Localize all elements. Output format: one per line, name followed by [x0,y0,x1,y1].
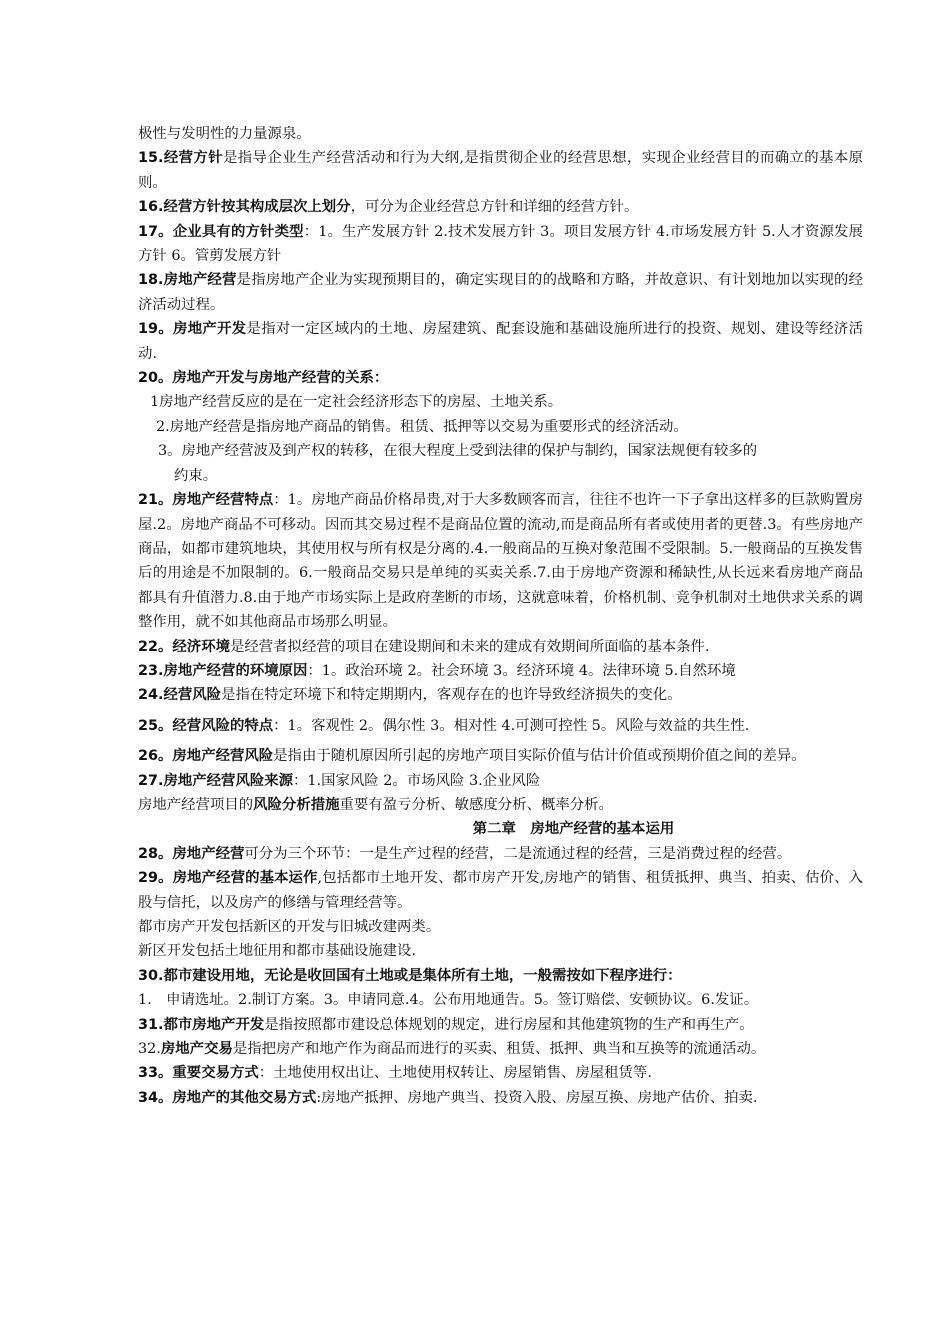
paragraph [138,683,863,707]
list-item [138,415,863,439]
term: 17。企业具有的方针类型 [138,223,304,240]
term: 23.房地产经营的环境原因 [138,662,308,679]
paragraph [138,635,863,659]
text: 是指房地产企业为实现预期目的，确定实现目的的战略和方略，并故意识、有计划地加以实现的经济活动过程。 [138,272,863,313]
text: 是指按照都市建设总体规划的规定，进行房屋和其他建筑物的生产和再生产。 [264,1016,754,1033]
term: 房地产交易 [160,1041,233,1058]
text: 极性与发明性的力量源泉。 [138,126,311,142]
text: ：1.国家风险 2。市场风险 3.企业风险 [293,772,541,789]
paragraph [138,842,863,866]
text: ：1。生产发展方针 2.技术发展方针 3。项目发展方针 4.市场发展方针 5.人才资源发展方针 6。管剪发展方针 [138,223,863,265]
paragraph [138,866,863,915]
term: 30.都市建设用地，无论是收回国有土地或是集体所有土地，一般需按如下程序进行： [138,967,682,984]
term: 21。房地产经营特点 [138,492,274,509]
text: 新区开发包括土地征用和都市基础设施建设. [138,943,416,960]
text: 2.房地产经营是指房地产商品的销售。租赁、抵押等以交易为重要形式的经济活动。 [156,418,688,435]
text: 是指把房产和地产作为商品而进行的买卖、租赁、抵押、典当和互换等的流通活动。 [232,1041,766,1058]
paragraph [138,744,863,768]
text: 1. 申请选址。2.制订方案。3。申请同意.4。公布用地通告。5。签订赔偿、安顿协议。6.发证。 [138,992,759,1009]
paragraph [138,1086,863,1110]
term: 19。房地产开发 [138,321,247,338]
list-item [138,439,863,463]
term: 22。经济环境 [138,638,230,655]
term: 16.经营方针按其构成层次上划分 [138,199,351,216]
text: :房地产抵押、房地产典当、投资入股、房屋互换、房地产估价、拍卖. [316,1089,758,1106]
paragraph [138,988,863,1012]
term: 20。房地产开发与房地产经营的关系： [138,370,389,387]
text: 约束。 [174,467,218,484]
list-item-continuation [138,464,863,488]
term: 18.房地产经营 [138,272,237,289]
paragraph [138,964,863,988]
list-item [138,390,863,414]
paragraph [138,220,863,269]
text: 可分为三个环节：一是生产过程的经营，二是流通过程的经营，三是消费过程的经营。 [244,845,792,862]
paragraph [138,769,863,793]
term: 25。经营风险的特点 [138,717,274,734]
text: 都市房产开发包括新区的开发与旧城改建两类。 [138,919,441,935]
paragraph [138,195,863,219]
term: 31.都市房地产开发 [138,1016,265,1033]
text: 是指导企业生产经营活动和行为大纲,是指贯彻企业的经营思想，实现企业经营目的而确立的基本原则。 [138,150,864,191]
term: 28。房地产经营 [138,845,245,862]
document-body [138,122,863,1110]
paragraph [138,1061,863,1085]
paragraph [138,659,863,683]
paragraph [138,1037,863,1061]
text: 重要有盈亏分析、敏感度分析、概率分析。 [339,796,613,813]
paragraph [138,939,863,963]
paragraph [138,714,863,738]
term: 27.房地产经营风险来源 [138,772,294,789]
paragraph [138,122,863,146]
text: 是指由于随机原因所引起的房地产项目实际价值与估计价值或预期价值之间的差异。 [273,748,806,765]
text: ：土地使用权出让、土地使用权转让、房屋销售、房屋租赁等. [258,1065,652,1082]
paragraph [138,793,863,817]
chapter-heading: 第二章 房地产经营的基本运用 [472,821,675,838]
term: 29。房地产经营的基本运作 [138,870,318,887]
text: 是经营者拟经营的项目在建设期间和未来的建成有效期间所面临的基本条件. [229,638,710,655]
paragraph [138,488,863,634]
term: 26。房地产经营风险 [138,748,274,765]
paragraph [138,268,863,317]
text: ，可分为企业经营总方针和详细的经营方针。 [350,199,639,216]
text: ：1。政治环境 2。社会环境 3。经济环境 4。法律环境 5.自然环境 [307,662,736,679]
term: 24.经营风险 [138,687,222,704]
text: ：1。房地产商品价格昂贵,对于大多数顾客而言，往往不也许一下子拿出这样多的巨款购置房屋.2。房地产商品不可移动。因而其交易过程不是商品位置的流动,而是商品所有者或使用者的更替.3。有些房地产商品，如都市建筑地块，其使用权与所有权是分离的.4.一般商品的互换对象范围不受限制。5.一般商品的互换发售后的用途是不加限制的。6.一般商品交易只是单纯的买卖关系.7.由于房地产资源和稀缺性,从长远来看房地产商品都具有升值潜力.8.由于地产市场实际上是政府垄断的市场，这就意味着，价格机制、竞争机制对土地供求关系的调整作用，就不如其他商品市场那么明显。 [138,492,864,631]
text: 32. [138,1041,161,1058]
paragraph [138,317,863,366]
text: ：1。客观性 2。偶尔性 3。相对性 4.可测可控性 5。风险与效益的共生性. [273,717,750,734]
paragraph [138,915,863,939]
term: 34。房地产的其他交易方式 [138,1089,317,1106]
text: 房地产经营项目的 [138,796,254,813]
text: 3。房地产经营波及到产权的转移，在很大程度上受到法律的保护与制约，国家法规便有较多的 [158,443,758,460]
term: 风险分析措施 [253,796,340,813]
text: 是指对一定区域内的土地、房屋建筑、配套设施和基础设施所进行的投资、规划、建设等经济活动. [138,321,863,362]
paragraph [138,1013,863,1037]
text: 1房地产经营反应的是在一定社会经济形态下的房屋、土地关系。 [150,394,563,411]
text: ,包括都市土地开发、都市房产开发,房地产的销售、租赁抵押、典当、拍卖、估价、入股与信托，以及房产的修缮与管理经营等。 [138,870,863,911]
paragraph [138,366,863,390]
term: 33。重要交易方式 [138,1065,259,1082]
paragraph [138,146,863,195]
term: 15.经营方针 [138,150,223,167]
text: 是指在特定环境下和特定期期内，客观存在的也许导致经济损失的变化。 [221,687,682,704]
